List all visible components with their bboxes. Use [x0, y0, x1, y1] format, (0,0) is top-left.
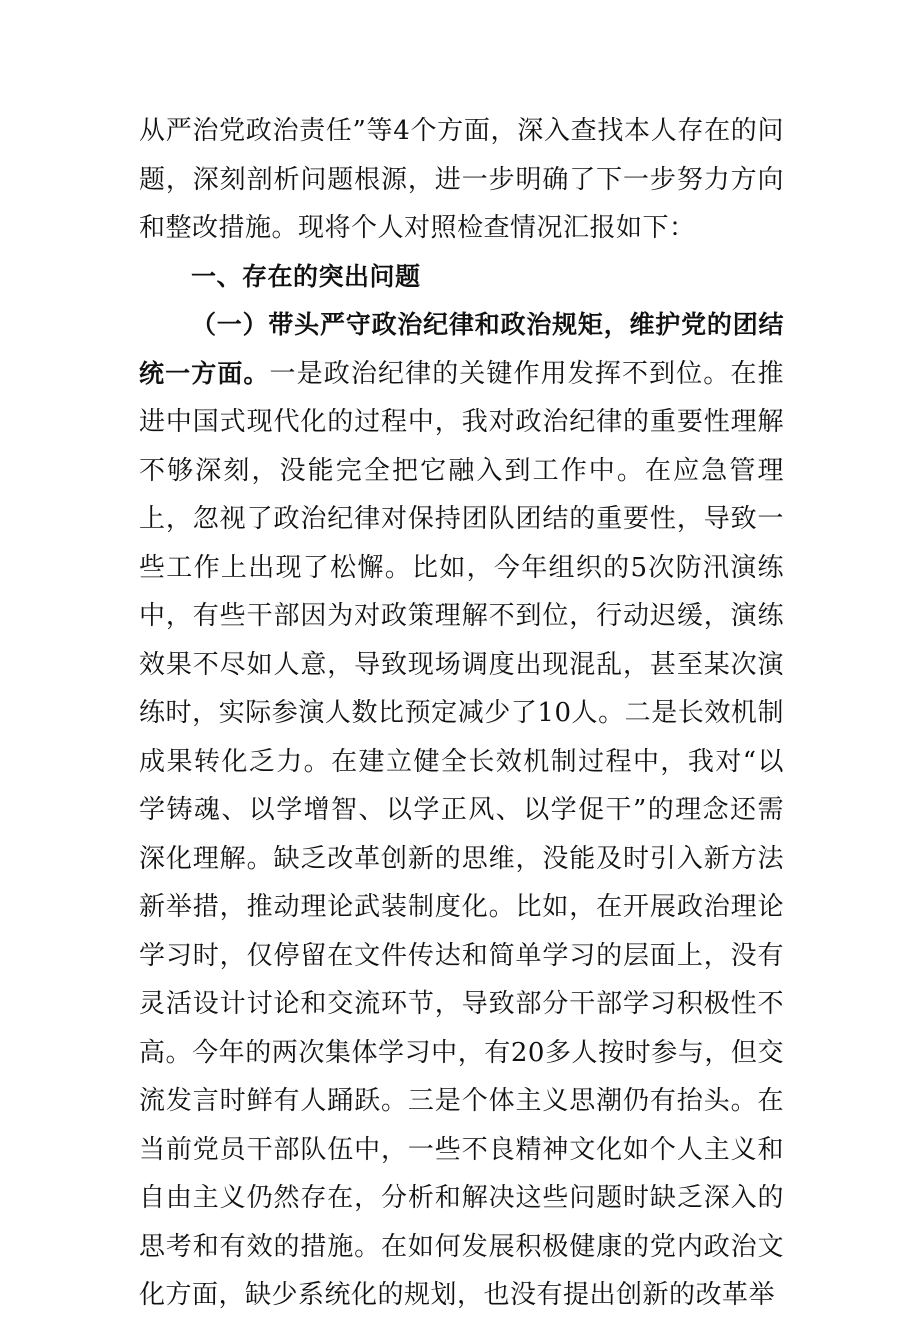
subsection-body: 一是政治纪律的关键作用发挥不到位。在推进中国式现代化的过程中，我对政治纪律的重要性理解不够深刻，没能完全把它融入到工作中。在应急管理上，忽视了政治纪律对保持团队团结的重要性，导致一些工作上出现了松懈。比如，今年组织的5次防汛演练中，有些干部因为对政策理解不到位，行动迟缓，演练效果不尽如人意，导致现场调度出现混乱，甚至某次演练时，实际参演人数比预定减少了10人。二是长效机制成果转化乏力。在建立健全长效机制过程中，我对“以学铸魂、以学增智、以学正风、以学促干”的理念还需深化理解。缺乏改革创新的思维，没能及时引入新方法新举措，推动理论武装制度化。比如，在开展政治理论学习时，仅停留在文件传达和简单学习的层面上，没有灵活设计讨论和交流环节，导致部分干部学习积极性不高。今年的两次集体学习中，有20多人按时参与，但交流发言时鲜有人踊跃。三是个体主义思潮仍有抬头。在当前党员干部队伍中，一些不良精神文化如个人主义和自由主义仍然存在，分析和解决这些问题时缺乏深入的思考和有效的措施。在如何发展积极健康的党内政治文化方面，缺少系统化的规划，也没有提出创新的改革举	[139, 358, 784, 1310]
subsection-paragraph	[139, 301, 784, 1320]
document-body	[139, 107, 784, 1320]
section-heading: 一、存在的突出问题	[191, 261, 421, 291]
intro-paragraph: 从严治党政治责任”等4个方面，深入查找本人存在的问题，深刻剖析问题根源，进一步明确了下一步努力方向和整改措施。现将个人对照检查情况汇报如下：	[139, 116, 784, 243]
subsection-title: （一）带头严守政治纪律和政治规矩，维护党的团结统一方面。	[139, 310, 784, 388]
